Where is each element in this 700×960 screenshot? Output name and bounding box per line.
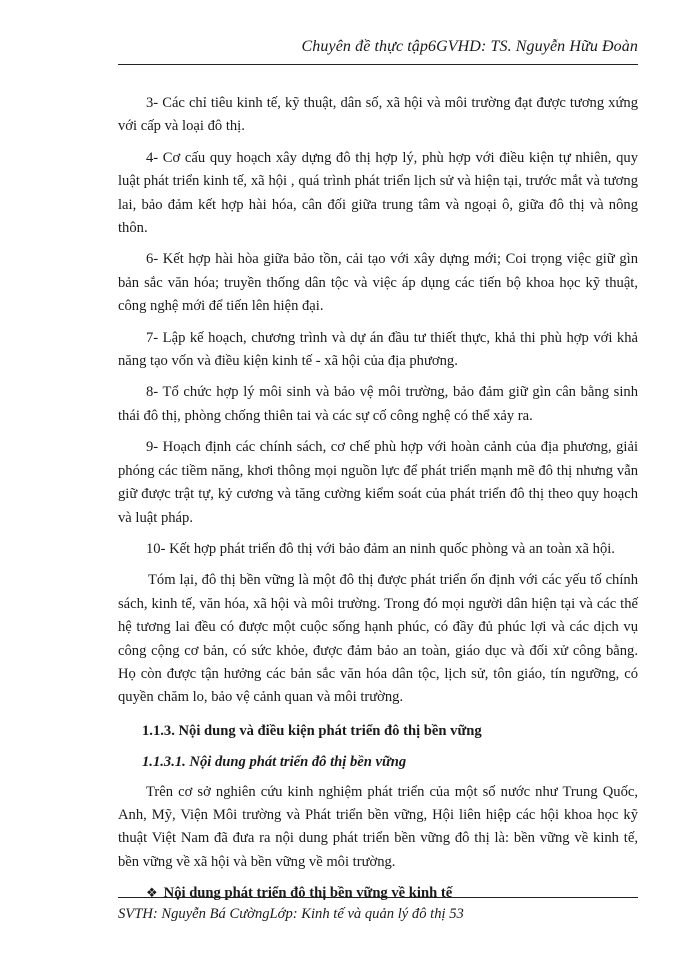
paragraph-item-3: 3- Các chỉ tiêu kinh tế, kỹ thuật, dân số, xã hội và môi trường đạt được tương xứng với cấp và loại đô thị. [118, 95, 638, 135]
subsection-heading: 1.1.3.1. Nội dung phát triển đô thị bền vững [142, 754, 407, 771]
header-divider [118, 64, 638, 65]
paragraph-item-6: 6- Kết hợp hài hòa giữa bảo tồn, cải tạo với xây dựng mới; Coi trọng việc giữ gìn bản sắc văn hóa; truyền thống dân tộc và việc áp dụng các tiến bộ khoa học kỹ thuật, công nghệ mới để tiến lên hiện đại. [118, 251, 638, 315]
summary-paragraph: Tóm lại, đô thị bền vững là một đô thị được phát triển ổn định với các yếu tố chính sách, kinh tế, văn hóa, xã hội và môi trường. Trong đó mọi người dân hiện tại và các thế hệ tương lai đều có được một cuộc sống hạnh phúc, có đầy đủ phúc lợi và các dịch vụ công cộng cơ bản, có sức khỏe, được đảm bảo an toàn, giáo dục và đối xử công bằng. Họ còn được tận hưởng các bản sắc văn hóa dân tộc, lịch sử, tôn giáo, tín ngưỡng, có quyền chăm lo, bảo vệ cảnh quan và môi trường. [118, 572, 638, 706]
subsection-paragraph: Trên cơ sở nghiên cứu kinh nghiệm phát triển của một số nước như Trung Quốc, Anh, Mỹ, Viện Môi trường và Phát triển bền vững, Hội liên hiệp các hội khoa học kỹ thuật Việt Nam đã đưa ra nội dung phát triển bền vững đô thị là: bền vững về kinh tế, bền vững về xã hội và bền vững về môi trường. [118, 783, 638, 870]
section-heading: 1.1.3. Nội dung và điều kiện phát triển đô thị bền vững [142, 722, 482, 739]
footer-divider [118, 897, 638, 898]
bullet-heading [146, 882, 638, 905]
paragraph-item-4: 4- Cơ cấu quy hoạch xây dựng đô thị hợp lý, phù hợp với điều kiện tự nhiên, quy luật phát triển kinh tế, xã hội , quá trình phát triển lịch sử và hiện tại, trước mắt và tương lai, bảo đảm kết hợp hài hóa, cân đối giữa trung tâm và ngoại ô, giữa đô thị và nông thôn. [118, 149, 638, 237]
page-header: Chuyên đề thực tập6GVHD: TS. Nguyễn Hữu Đoàn [301, 38, 638, 55]
paragraph-item-10: 10- Kết hợp phát triển đô thị với bảo đảm an ninh quốc phòng và an toàn xã hội. [146, 540, 615, 557]
bullet-heading-text: Nội dung phát triển đô thị bền vững về kinh tế [163, 885, 453, 902]
paragraph-item-7: 7- Lập kế hoạch, chương trình và dự án đầu tư thiết thực, khả thi phù hợp với khả năng tạo vốn và điều kiện kinh tế - xã hội của địa phương. [118, 329, 638, 370]
paragraph-item-8: 8- Tổ chức hợp lý môi sinh và bảo vệ môi trường, bảo đảm giữ gìn cân bằng sinh thái đô thị, phòng chống thiên tai và các sự cố công nghệ có thể xảy ra. [118, 384, 638, 424]
paragraph-item-9: 9- Hoạch định các chính sách, cơ chế phù hợp với hoàn cảnh của địa phương, giải phóng các tiềm năng, khơi thông mọi nguồn lực để phát triển mạnh mẽ đô thị nhưng vẫn giữ được trật tự, kỷ cương và tăng cường kiểm soát của phát triển đô thị theo quy hoạch và luật pháp. [118, 439, 638, 526]
document-body [118, 92, 638, 906]
page-footer: SVTH: Nguyễn Bá CườngLớp: Kinh tế và quản lý đô thị 53 [118, 906, 464, 922]
four-diamond-icon: ❖ [146, 886, 158, 902]
